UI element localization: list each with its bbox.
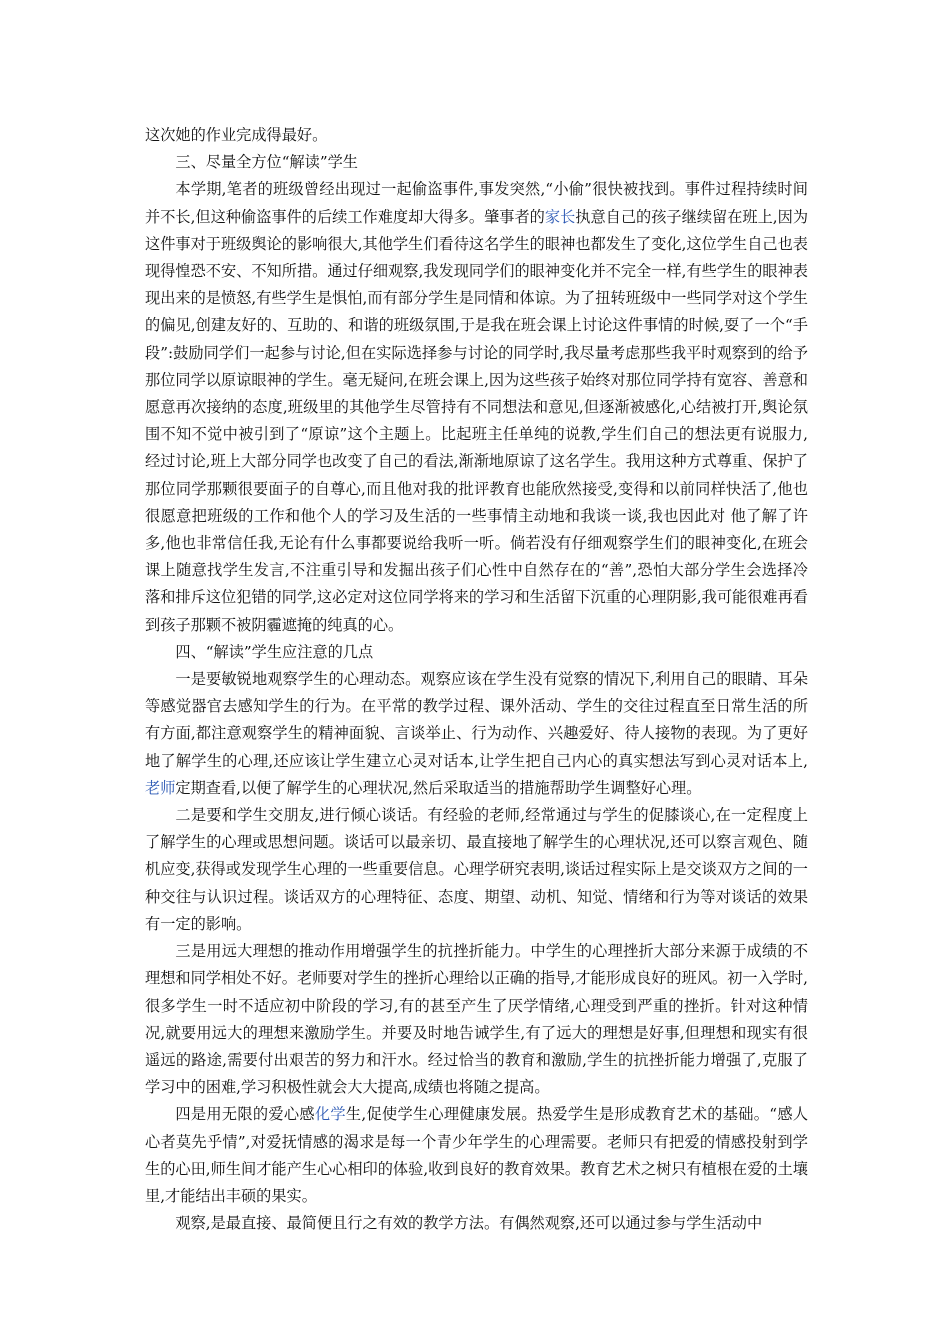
text-run: 二是要和学生交朋友,进行倾心谈话。有经验的老师,经常通过与学生的促膝谈心,在一定程度上了解学生的心理或思想问题。谈话可以最亲切、最直接地了解学生的心理状况,还可以察言观色、随机应变,获得或发现学生心理的一些重要信息。心理学研究表明,谈话过程实际上是交谈双方之间的一种交往与认识过程。谈话双方的心理特征、态度、期望、动机、知觉、情绪和行为等对谈话的效果有一定的影响。 [145, 806, 808, 933]
text-run: 一是要敏锐地观察学生的心理动态。观察应该在学生没有觉察的情况下,利用自己的眼睛、耳朵等感觉器官去感知学生的行为。在平常的教学过程、课外活动、学生的交往过程直至日常生活的所有方面,都注意观察学生的精神面貌、言谈举止、行为动作、兴趣爱好、待人接物的表现。为了更好地了解学生的心理,还应该让学生建立心灵对话本,让学生把自己内心的真实想法写到心灵对话本上, [145, 670, 808, 770]
paragraph [145, 938, 808, 1101]
text-run: 定期查看,以便了解学生的心理状况,然后采取适当的措施帮助学生调整好心理。 [175, 778, 702, 797]
document-page [145, 122, 808, 1237]
paragraph [145, 666, 808, 802]
keyword-link[interactable]: 化学 [314, 1105, 346, 1124]
text-run: 三、尽量全方位“解读”学生 [175, 153, 358, 172]
keyword-link[interactable]: 家长 [544, 207, 576, 226]
text-run: 四是用无限的爱心感 [175, 1105, 315, 1124]
paragraph [145, 176, 808, 638]
paragraph [145, 122, 808, 149]
paragraph [145, 802, 808, 938]
text-run: 观察,是最直接、最简便且行之有效的教学方法。有偶然观察,还可以通过参与学生活动中 [175, 1214, 763, 1233]
text-run: 这次她的作业完成得最好。 [145, 126, 328, 144]
text-run: 三是用远大理想的推动作用增强学生的抗挫折能力。中学生的心理挫折大部分来源于成绩的不理想和同学相处不好。老师要对学生的挫折心理给以正确的指导,才能形成良好的班风。初一入学时,很多学生一时不适应初中阶段的学习,有的甚至产生了厌学情绪,心理受到严重的挫折。针对这种情况,就要用远大的理想来激励学生。并要及时地告诫学生,有了远大的理想是好事,但理想和现实有很遥远的路途,需要付出艰苦的努力和汗水。经过恰当的教育和激励,学生的抗挫折能力增强了,克服了学习中的困难,学习积极性就会大大提高,成绩也将随之提高。 [145, 942, 808, 1097]
paragraph [145, 1101, 808, 1210]
text-run: 生,促使学生心理健康发展。热爱学生是形成教育艺术的基础。“感人心者莫先乎情”,对爱抚情感的渴求是每一个青少年学生的心理需要。老师只有把爱的情感投射到学生的心田,师生间才能产生心心相印的体验,收到良好的教育效果。教育艺术之树只有植根在爱的土壤里,才能结出丰硕的果实。 [145, 1105, 809, 1205]
keyword-link[interactable]: 老师 [145, 778, 176, 797]
text-run: 本学期,笔者的班级曾经出现过一起偷盗事件,事发突然,“小偷”很快被找到。事件过程持续时间并不长,但这种偷盗事件的后续工作难度却大得多。肇事者的 [145, 180, 808, 226]
section-heading [145, 639, 808, 666]
section-heading [145, 149, 808, 176]
paragraph [145, 1210, 808, 1237]
text-run: 四、“解读”学生应注意的几点 [175, 642, 374, 661]
text-run: 执意自己的孩子继续留在班上,因为这件事对于班级舆论的影响很大,其他学生们看待这名学生的眼神也都发生了变化,这位学生自己也表现得惶恐不安、不知所措。通过仔细观察,我发现同学们的眼神变化并不完全一样,有些学生的眼神表现出来的是愤怒,有些学生是惧怕,而有部分学生是同情和体谅。为了扭转班级中一些同学对这个学生的偏见,创建友好的、互助的、和谐的班级氛围,于是我在班会课上讨论这件事情的时候,耍了一个“手段”:鼓励同学们一起参与讨论,但在实际选择参与讨论的同学时,我尽量考虑那些我平时观察到的给予那位同学以原谅眼神的学生。毫无疑问,在班会课上,因为这些孩子始终对那位同学持有宽容、善意和愿意再次接纳的态度,班级里的其他学生尽管持有不同想法和意见,但逐渐被感化,心结被打开,舆论氛围不知不觉中被引到了“原谅”这个主题上。比起班主任单纯的说教,学生们自己的想法更有说服力,经过讨论,班上大部分同学也改变了自己的看法,渐渐地原谅了这名学生。我用这种方式尊重、保护了那位同学那颗很要面子的自尊心,而且他对我的批评教育也能欣然接受,变得和以前同样快活了,他也很愿意把班级的工作和他个人的学习及生活的一些事情主动地和我谈一谈,我也因此对 他了解了许多,他也非常信任我,无论有什么事都要说给我听一听。倘若没有仔细观察学生们的眼神变化,在班会课上随意找学生发言,不注重引导和发掘出孩子们心性中自然存在的“善”,恐怕大部分学生会选择冷落和排斥这位犯错的同学,这必定对这位同学将来的学习和生活留下沉重的心理阴影,我可能很难再看到孩子那颗不被阴霾遮掩的纯真的心。 [145, 207, 809, 634]
